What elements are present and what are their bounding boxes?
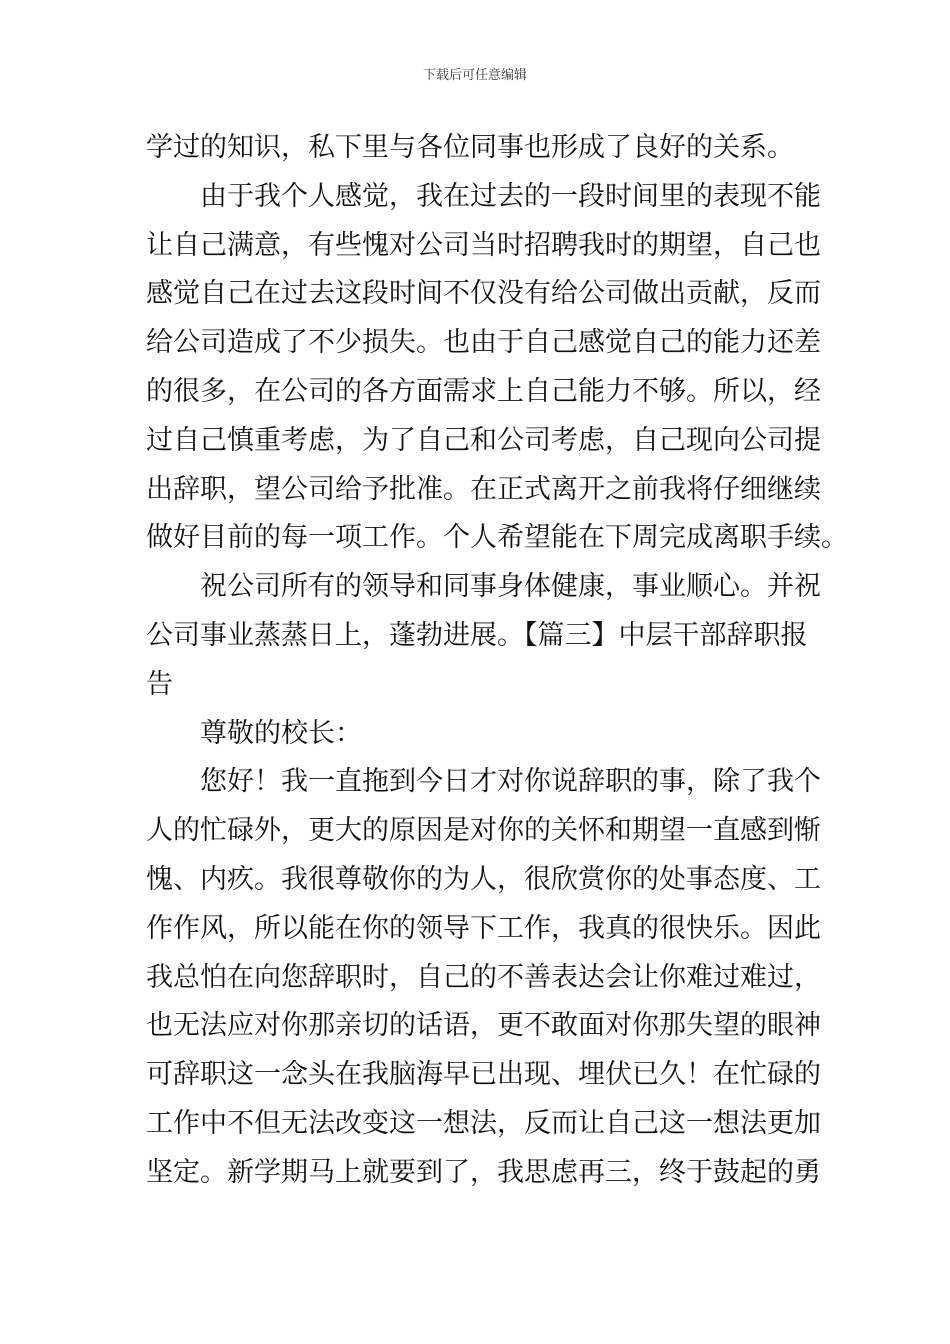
- text-line: 我总怕在向您辞职时，自己的不善表达会让你难过难过，: [146, 961, 821, 993]
- text-line: 公司事业蒸蒸日上，蓬勃进展。【篇三】中层干部辞职报: [146, 619, 808, 651]
- text-line: 出辞职，望公司给予批准。在正式离开之前我将仔细继续: [146, 473, 821, 505]
- text-line: 过自己慎重考虑，为了自己和公司考虑，自己现向公司提: [146, 424, 821, 456]
- text-line: 做好目前的每一项工作。个人希望能在下周完成离职手续。: [146, 522, 848, 554]
- text-line: 尊敬的校长：: [200, 717, 362, 749]
- text-line: 坚定。新学期马上就要到了，我思虑再三，终于鼓起的勇: [146, 1156, 821, 1188]
- text-line: 的很多，在公司的各方面需求上自己能力不够。所以，经: [146, 375, 821, 407]
- text-line: 可辞职这一念头在我脑海早已出现、埋伏已久！在忙碌的: [146, 1059, 821, 1091]
- text-line: 让自己满意，有些愧对公司当时招聘我时的期望，自己也: [146, 229, 821, 261]
- text-line: 祝公司所有的领导和同事身体健康，事业顺心。并祝: [200, 571, 821, 603]
- text-line: 给公司造成了不少损失。也由于自己感觉自己的能力还差: [146, 327, 821, 359]
- text-line: 也无法应对你那亲切的话语，更不敢面对你那失望的眼神: [146, 1010, 821, 1042]
- text-line: 人的忙碌外，更大的原因是对你的关怀和期望一直感到惭: [146, 815, 821, 847]
- text-line: 愧、内疚。我很尊敬你的为人，很欣赏你的处事态度、工: [146, 863, 821, 895]
- document-body: [146, 124, 848, 1198]
- text-line: 告: [146, 668, 173, 700]
- text-line: 感觉自己在过去这段时间不仅没有给公司做出贡献，反而: [146, 278, 821, 310]
- text-line: 由于我个人感觉，我在过去的一段时间里的表现不能: [200, 180, 821, 212]
- text-line: 学过的知识，私下里与各位同事也形成了良好的关系。: [146, 132, 794, 163]
- text-line: 您好！我一直拖到今日才对你说辞职的事，除了我个: [200, 766, 821, 798]
- text-line: 作作风，所以能在你的领导下工作，我真的很快乐。因此: [146, 912, 821, 944]
- text-line: 工作中不但无法改变这一想法，反而让自己这一想法更加: [146, 1107, 821, 1139]
- page-header: 下载后可任意编辑: [422, 68, 527, 83]
